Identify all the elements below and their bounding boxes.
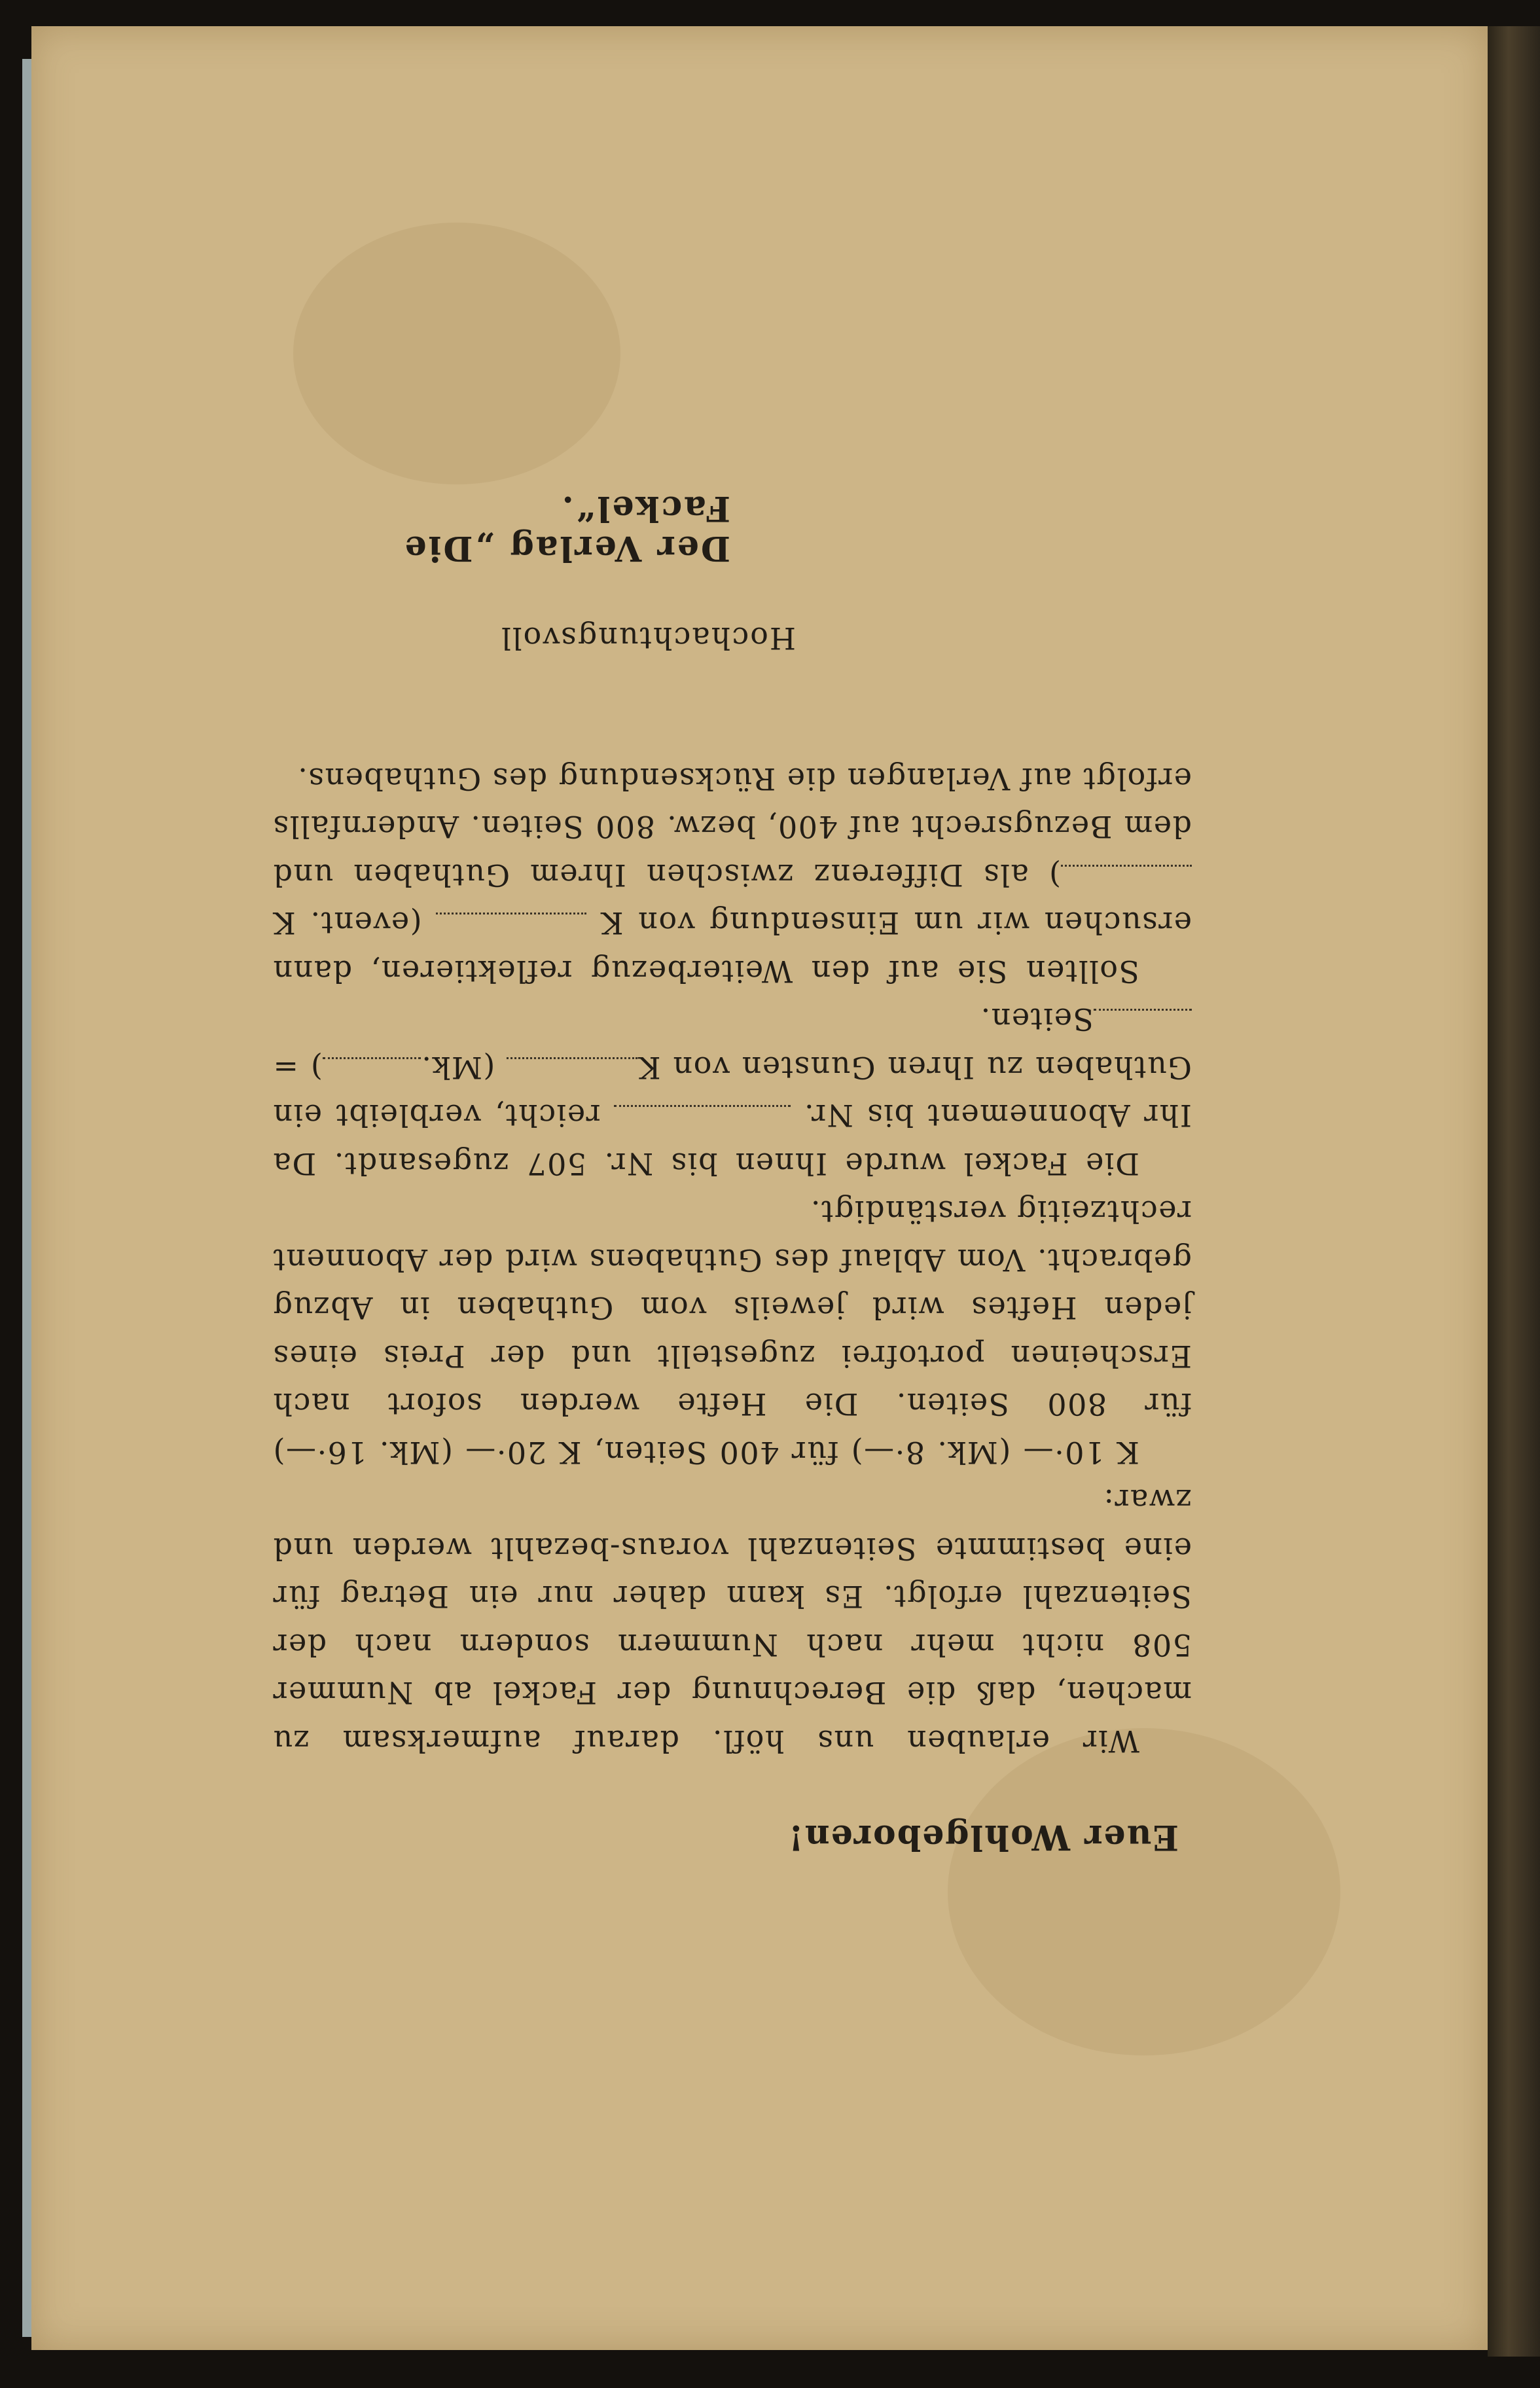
paragraph-2: K 10·— (Mk. 8·—) für 400 Seiten, K 20·— (Mk. 16·—) für 800 Seiten. Die Hefte werden sofort nach Erscheinen portofrei zugestellt und der Preis eines jeden Heftes wird jeweils vom Guthaben in Abzug gebracht. Vom Ablauf des Guthabens wird der Abonnent rechtzeitig verständigt. — [272, 1194, 1192, 1470]
paragraph-3-text-3: (Mk. — [420, 1050, 495, 1085]
letter-page — [31, 26, 1488, 2350]
alternate-amount-blank — [1061, 865, 1192, 893]
salutation: Euer Wohlgeboren! — [787, 1817, 1179, 1857]
page-edge — [22, 59, 31, 2337]
letter-body — [272, 489, 1192, 1858]
payment-amount-blank — [436, 913, 586, 941]
paragraph-3 — [272, 995, 1192, 1187]
paragraph-1: Wir erlauben uns höfl. darauf aufmerksam zu machen, daß die Berechnung der Fackel ab Nummer 508 nicht mehr nach Nummern sondern nach der Seitenzahl erfolgt. Es kann daher nur ein Betrag für eine bestimmte Seitenzahl voraus-bezahlt werden und zwar: — [272, 1483, 1192, 1759]
issue-number-blank — [614, 1106, 791, 1134]
paragraph-3-text-2: reicht, verbleibt ein Guthaben zu Ihren Gunsten von K — [272, 1050, 1192, 1134]
paragraph-4 — [272, 755, 1192, 996]
book-spine — [1488, 26, 1540, 2357]
mark-amount-blank — [323, 1057, 421, 1085]
paragraph-3-text-5: Seiten. — [980, 1002, 1094, 1038]
paragraph-4-text-3: ) als Differenz zwischen Ihrem Guthaben und dem Bezugsrecht auf 400, bezw. 800 Seiten. Andernfalls erfolgt auf Verlangen die Rücksendung des Guthabens. — [272, 761, 1192, 893]
paragraph-3-text-4: ) = — [272, 1050, 323, 1085]
signature: Der Verlag „Die Fackel“. — [403, 488, 730, 569]
pages-blank — [1094, 1009, 1192, 1038]
credit-amount-blank — [507, 1057, 637, 1085]
paragraph-3-text-1: Die Fackel wurde Ihnen bis Nr. 507 zugesandt. Da Ihr Abonnement bis Nr. — [272, 1098, 1192, 1182]
paragraph-4-text-2: (event. K — [272, 905, 422, 941]
closing: Hochachtungsvoll — [500, 621, 796, 657]
upside-down-letter — [31, 26, 1488, 2350]
paragraph-4-text-1: Sollten Sie auf den Weiterbezug reflektieren, dann ersuchen wir um Einsendung von K — [272, 905, 1192, 989]
